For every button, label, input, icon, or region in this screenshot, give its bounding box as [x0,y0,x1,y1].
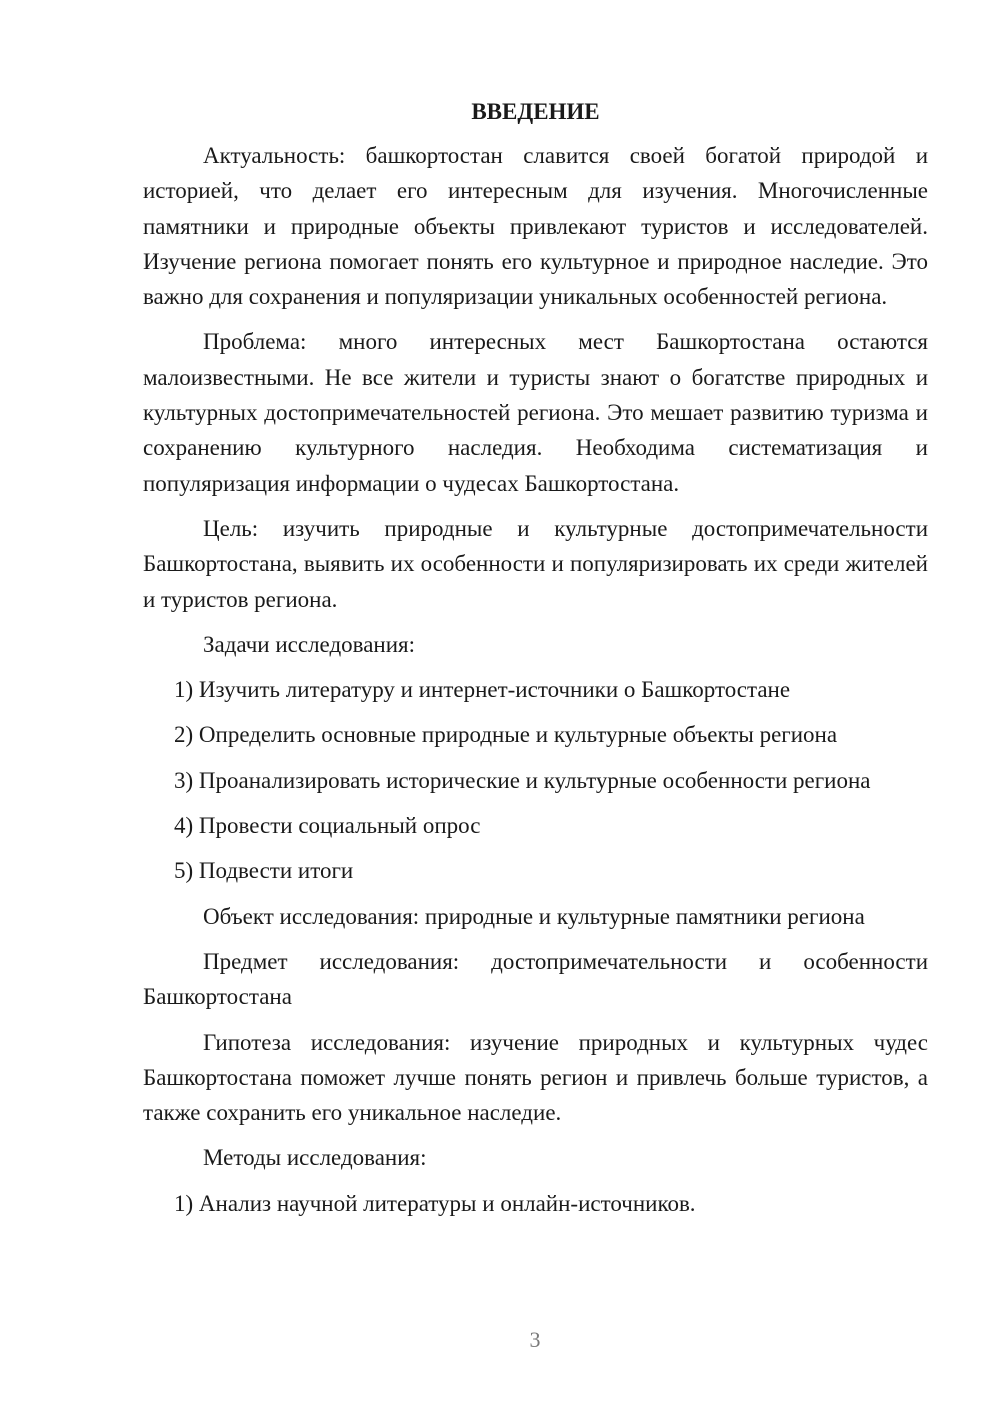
goal-paragraph: Цель: изучить природные и культурные достопримечательности Башкортостана, выявить их особенности и популяризировать их среди жителей и туристов региона. [143,515,928,612]
tasks-title: Задачи исследования: [203,631,416,657]
task-item: 4) Провести социальный опрос [174,813,481,839]
relevance-paragraph: Актуальность: башкортостан славится своей богатой природой и историей, что делает его интересным для изучения. Многочисленные памятники и природные объекты привлекают туристов и исследователей. Изучение региона помогает понять его культурное и природное наследие. Это важно для сохранения и популяризации уникальных особенностей региона. [143,143,928,310]
task-item: 3) Проанализировать исторические и культурные особенности региона [174,767,871,793]
page-content [143,96,928,1231]
problem-paragraph: Проблема: много интересных мест Башкортостана остаются малоизвестными. Не все жители и туристы знают о богатстве природных и культурных достопримечательностей региона. Это мешает развитию туризма и сохранению культурного наследия. Необходима систематизация и популяризация информации о чудесах Башкортостана. [143,329,928,496]
section-heading: ВВЕДЕНИЕ [471,99,600,124]
method-item: 1) Анализ научной литературы и онлайн-источников. [174,1190,696,1216]
page-number: 3 [529,1327,541,1352]
task-item: 1) Изучить литературу и интернет-источники о Башкортостане [174,677,791,703]
task-item: 5) Подвести итоги [174,858,354,884]
hypothesis-paragraph: Гипотеза исследования: изучение природных и культурных чудес Башкортостана поможет лучше понять регион и привлечь больше туристов, а также сохранить его уникальное наследие. [143,1029,928,1126]
task-item: 2) Определить основные природные и культурные объекты региона [174,722,838,748]
object-paragraph: Объект исследования: природные и культурные памятники региона [203,903,865,929]
methods-title: Методы исследования: [203,1145,427,1171]
subject-paragraph: Предмет исследования: достопримечательности и особенности Башкортостана [143,948,928,1010]
